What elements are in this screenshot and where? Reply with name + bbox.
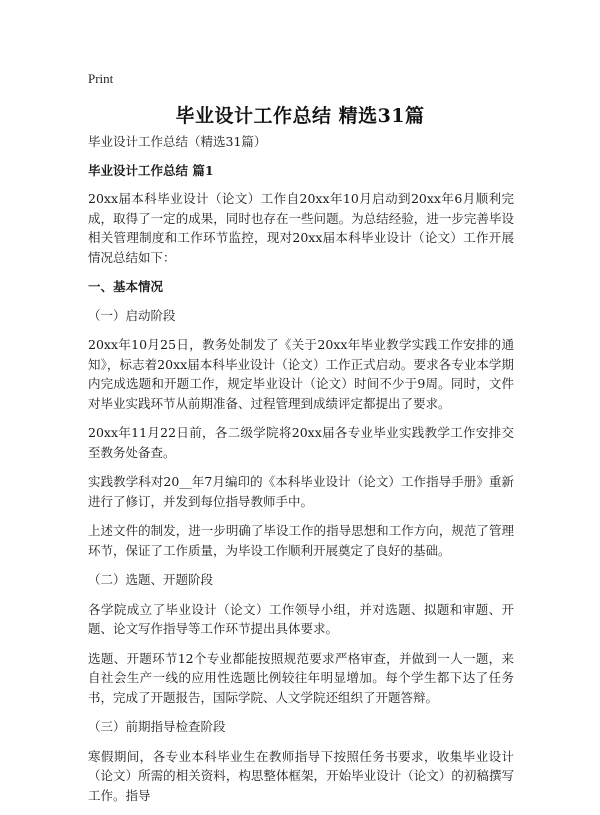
paragraph: 选题、开题环节12个专业都能按照规范要求严格审查，并做到一人一题，来自社会生产一线的应用性选题比例较往年明显增加。每个学生都下达了任务书，完成了开题报告，国际学院、人文学院还组织了开题答辩。 [88,650,514,705]
paragraph: 寒假期间，各专业本科毕业生在教师指导下按照任务书要求，收集毕业设计（论文）所需的相关资料，构思整体框架，开始毕业设计（论文）的初稿撰写工作。指导 [88,748,514,803]
document-subtitle: 毕业设计工作总结（精选31篇） [88,134,267,149]
article-heading: 毕业设计工作总结 篇1 [88,162,214,178]
subsection-heading-guidance: （三）前期指导检查阶段 [88,719,226,734]
paragraph: 各学院成立了毕业设计（论文）工作领导小组，并对选题、拟题和审题、开题、论文写作指导等工作环节提出具体要求。 [88,601,514,636]
print-link[interactable]: Print [88,71,114,86]
paragraph: 上述文件的制发，进一步明确了毕设工作的指导思想和工作方向，规范了管理环节，保证了工作质量，为毕设工作顺利开展奠定了良好的基础。 [88,523,514,558]
paragraph: 实践教学科对20__年7月编印的《本科毕业设计（论文）工作指导手册》重新进行了修订，并发到每位指导教师手中。 [88,474,514,509]
paragraph: 20xx年10月25日，教务处制发了《关于20xx年毕业教学实践工作安排的通知》，标志着20xx届本科毕业设计（论文）工作正式启动。要求各专业本学期内完成选题和开题工作，规定毕业设计（论文）时间不少于9周。同时，文件对毕业实践环节从前期准备、过程管理到成绩评定都提出了要求。 [88,337,514,411]
document-title: 毕业设计工作总结 精选31篇 [175,105,425,127]
section-heading-basic: 一、基本情况 [88,279,164,294]
subsection-heading-topic: （二）选题、开题阶段 [88,572,214,587]
intro-paragraph: 20xx届本科毕业设计（论文）工作自20xx年10月启动到20xx年6月顺利完成，取得了一定的成果，同时也存在一些问题。为总结经验，进一步完善毕设相关管理制度和工作环节监控，现对20xx届本科毕业设计（论文）工作开展情况总结如下： [88,191,514,265]
subsection-heading-launch: （一）启动阶段 [88,307,176,323]
document-body [88,132,514,815]
paragraph: 20xx年11月22日前，各二级学院将20xx届各专业毕业实践教学工作安排交至教务处备查。 [88,425,514,460]
